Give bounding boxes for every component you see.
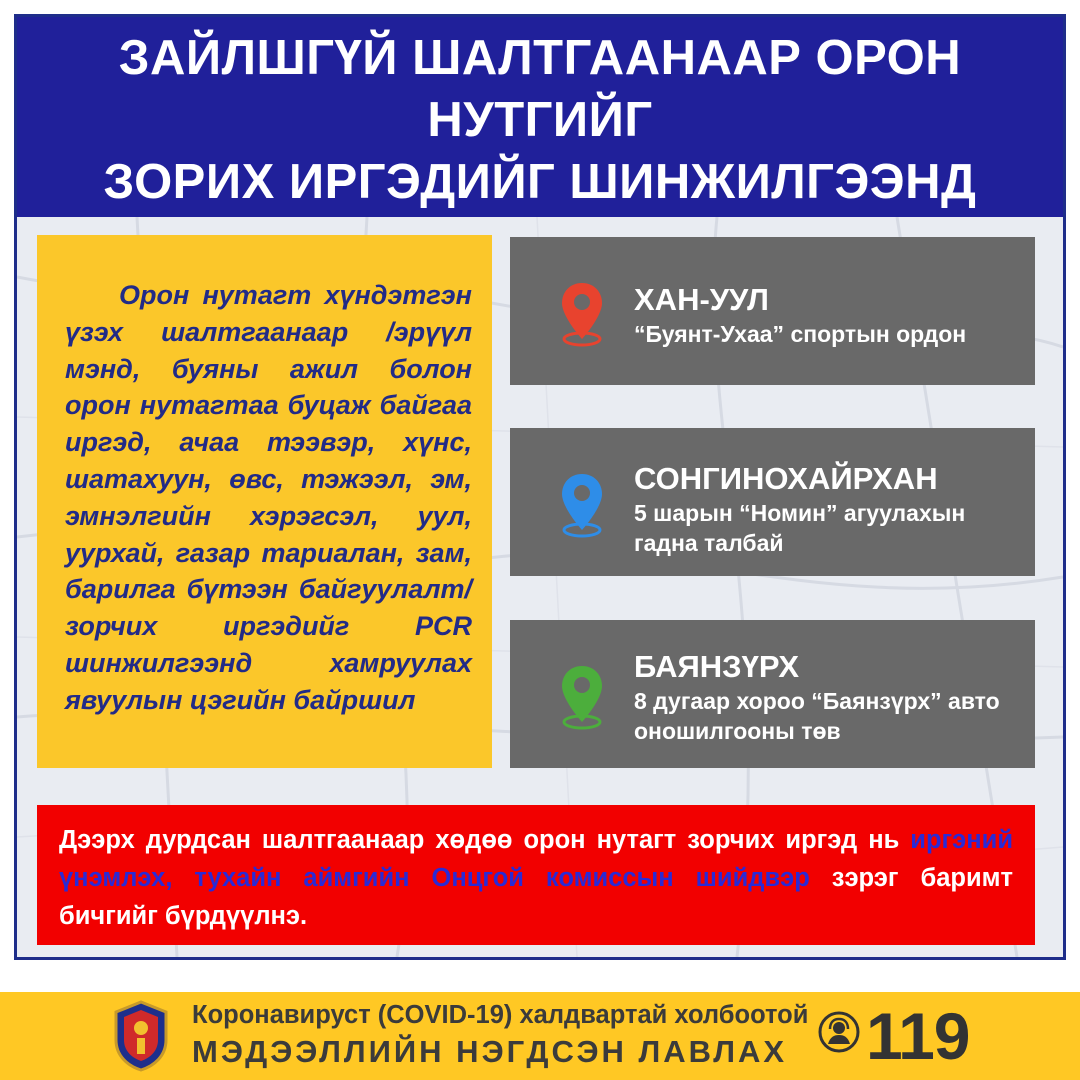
location-name: БАЯНЗҮРХ	[634, 649, 799, 684]
location-card-khan-uul	[510, 237, 1035, 385]
location-name: ХАН-УУЛ	[634, 282, 769, 317]
footer-line-1: Коронавируст (COVID-19) халдвартай холбоотой	[192, 1001, 809, 1029]
location-detail: 8 дугаар хороо “Баянзүрх” авто оношилгооны төв	[634, 688, 1000, 744]
info-text: Орон нутагт хүндэтгэн үзэх шалтгаанаар /эрүүл мэнд, буяны ажил болон орон нутагтаа буцаж байгаа иргэд, ачаа тээвэр, хүнс, шатахуун, өвс, тэжээл, эм, эмнэлгийн хэрэгсэл, уул, уурхай, газар тариалан, зам, барилга бүтээн байгуулалт/ зорчих иргэдийг PCR шинжилгээнд хамруулах явуулын цэгийн байршил	[65, 280, 472, 715]
page-title-line-1: ЗАЙЛШГҮЙ ШАЛТГААНААР ОРОН НУТГИЙГ	[118, 31, 962, 147]
location-pin-icon	[560, 664, 604, 730]
location-detail: “Буянт-Ухаа” спортын ордон	[634, 321, 967, 347]
notice-text-part-1: Дээрх дурдсан шалтгаанаар хөдөө орон нутагт зорчих иргэд нь	[59, 826, 911, 854]
notice-box	[37, 805, 1035, 945]
notice-text-highlight: иргэний үнэмлэх, тухайн аймгийн Онцгой комиссын шийдвэр	[59, 826, 1013, 892]
header-banner	[17, 17, 1063, 217]
page-title-line-2: ЗОРИХ ИРГЭДИЙГ ШИНЖИЛГЭЭНД	[103, 155, 977, 209]
page-title	[17, 21, 1063, 213]
info-box	[37, 235, 492, 768]
location-text	[634, 648, 1025, 746]
location-pin-icon	[560, 281, 604, 347]
notice-text-part-3: зэрэг баримт бичгийг бүрдүүлнэ.	[59, 864, 1013, 930]
location-detail: 5 шарын “Номин” агуулахын гадна талбай	[634, 500, 966, 556]
location-card-bayanzurkh	[510, 620, 1035, 768]
notice-text	[59, 821, 1013, 935]
location-card-songinokhairkhan	[510, 428, 1035, 576]
hotline-number: 119	[866, 999, 970, 1073]
footer-line-2: МЭДЭЭЛЛИЙН НЭГДСЭН ЛАВЛАХ	[192, 1034, 788, 1069]
call-center-icon	[818, 1011, 860, 1053]
footer	[0, 992, 1080, 1080]
location-name: СОНГИНОХАЙРХАН	[634, 461, 938, 496]
location-pin-icon	[560, 472, 604, 538]
page-frame	[14, 14, 1066, 960]
location-text	[634, 460, 1025, 558]
location-text	[634, 281, 1025, 349]
emblem-icon	[112, 1000, 170, 1072]
